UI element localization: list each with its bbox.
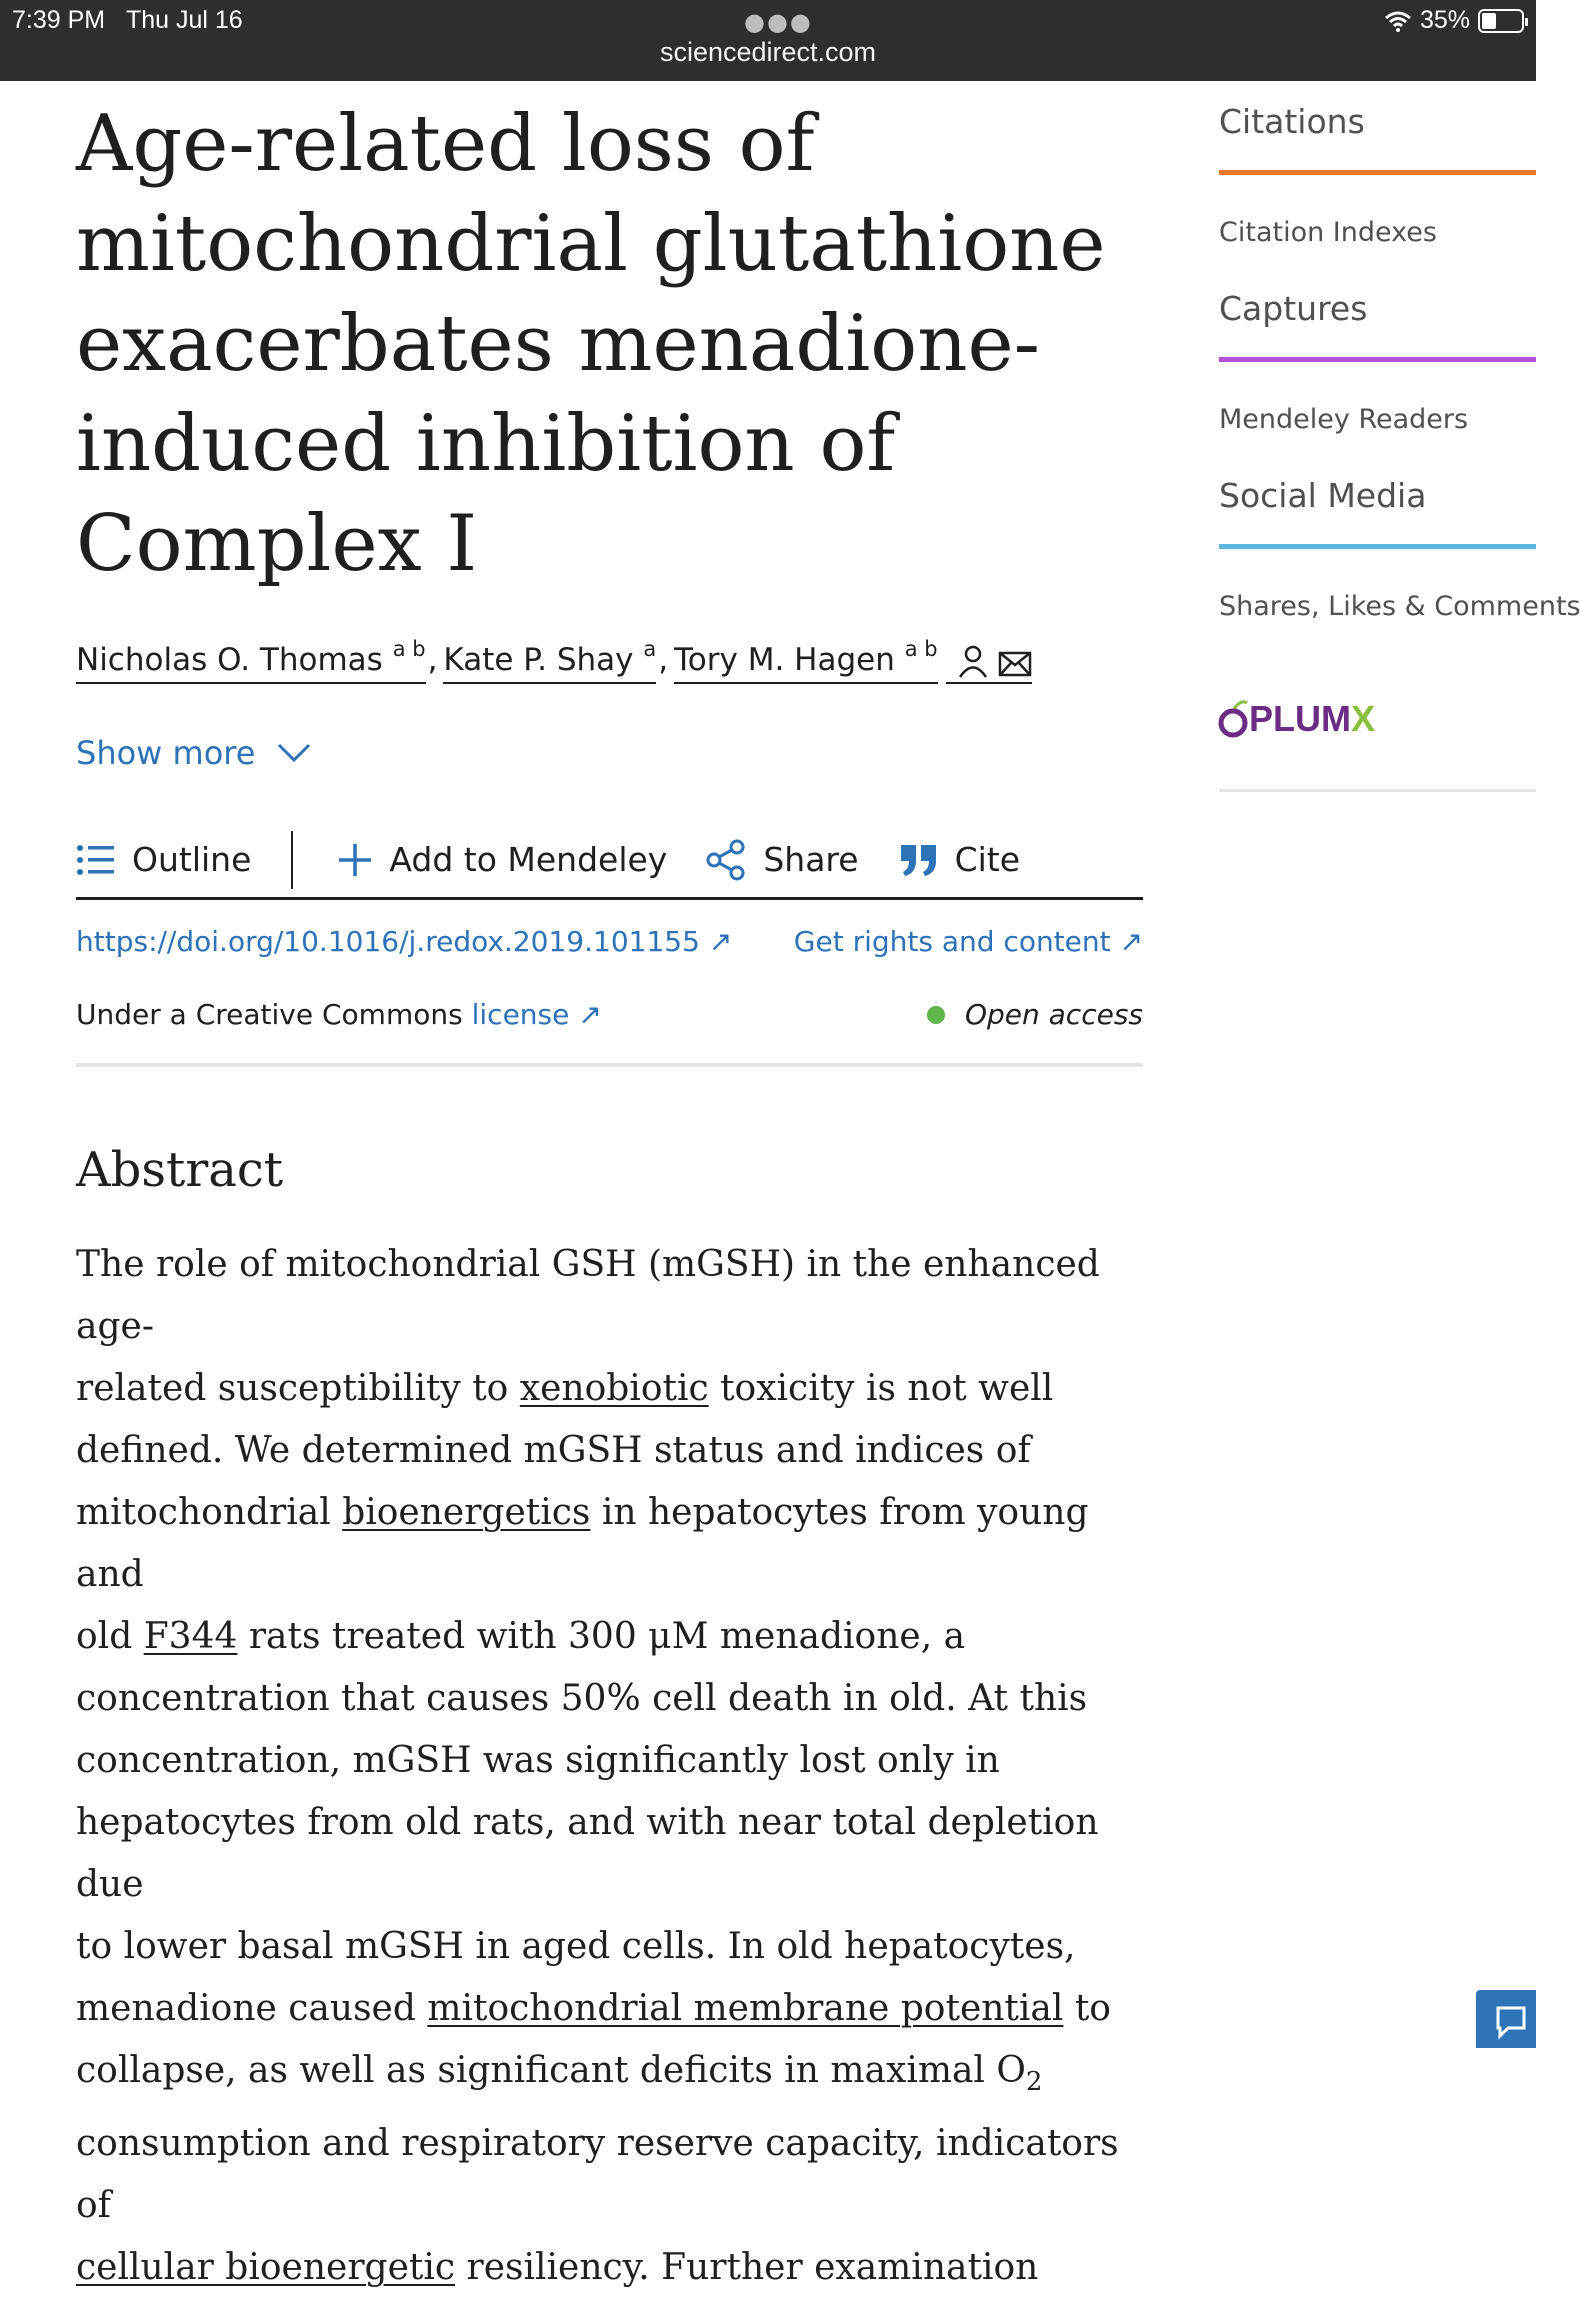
glossary-link-xenobiotic[interactable]: xenobiotic <box>519 1368 709 1409</box>
url-bar[interactable]: sciencedirect.com <box>659 37 877 67</box>
toolbar-divider <box>291 831 293 889</box>
section-divider <box>76 1063 1143 1067</box>
open-access-label: Open access <box>964 998 1143 1031</box>
metrics-shares[interactable]: Shares, Likes & Comments <box>1219 591 1581 622</box>
share-button[interactable] <box>705 830 858 890</box>
plumx-logo[interactable]: PLUM X <box>1219 698 1375 740</box>
chevron-down-icon <box>277 743 311 763</box>
list-icon <box>76 843 116 877</box>
plum-icon <box>1219 699 1249 739</box>
metrics-citations-heading: Citations <box>1219 102 1365 141</box>
battery-percent: 35% <box>1419 6 1470 34</box>
article-toolbar <box>76 822 1143 900</box>
chat-icon <box>1494 2004 1534 2044</box>
metrics-social-heading: Social Media <box>1219 476 1427 515</box>
plumx-metrics-panel <box>1219 84 1581 663</box>
author-contact[interactable] <box>946 644 1032 684</box>
author-link[interactable]: Kate P. Shay $^a$ <box>443 637 656 684</box>
open-access-dot-icon <box>927 1006 945 1024</box>
doi-link[interactable]: https://doi.org/10.1016/j.redox.2019.101155 ↗ <box>76 925 733 958</box>
show-more-button[interactable] <box>76 734 311 772</box>
status-time-text: 7:39 PM <box>12 6 106 34</box>
multitask-dots-icon[interactable]: ●●● <box>744 8 813 36</box>
person-icon <box>958 644 988 678</box>
plus-icon <box>337 842 373 878</box>
author-link[interactable]: Tory M. Hagen $^{a b}$ <box>674 637 937 684</box>
outline-label: Outline <box>132 840 252 879</box>
license-row <box>76 998 1143 1031</box>
author-link[interactable]: Nicholas O. Thomas $^{a b}$ <box>76 637 426 684</box>
article-title: Age-related loss of mitochondrial glutathione exacerbates menadione-induced inhibition of Complex I <box>76 99 1106 589</box>
metrics-mendeley-readers[interactable]: Mendeley Readers <box>1219 404 1469 435</box>
cite-label: Cite <box>954 840 1021 879</box>
doi-row <box>76 925 1143 958</box>
abstract-text: The role of mitochondrial GSH (mGSH) in the enhanced age- related susceptibility to xenobiotic toxicity is not well defined. We determined mGSH status and indices of mitochondrial bioenergetics in hepatocytes from young and old F344 rats treated with 300 μM menadione, a concentration that causes 50% cell death in old. At this concentration, mGSH was significantly lost only in hepatocytes from old rats, and with near total depletion due to lower basal mGSH in aged cells. In old hepatocytes, menadione caused mitochondrial membrane potential to collapse, as well as significant deficits in maximal $O_2$ consumption and respiratory reserve capacity, indicators of cellular bioenergetic resiliency. Further examination <box>76 1244 1119 2289</box>
quote-icon <box>899 843 939 877</box>
outline-button[interactable] <box>76 830 251 890</box>
rights-link[interactable]: Get rights and content ↗ <box>793 925 1143 958</box>
license-text: Under a Creative Commons license ↗ <box>76 998 602 1031</box>
glossary-link-bioenergetics[interactable]: bioenergetics <box>342 1492 591 1533</box>
browser-top-bar <box>0 0 1536 81</box>
share-icon <box>705 839 747 881</box>
show-more-label: Show more <box>76 734 256 772</box>
feedback-button[interactable] <box>1476 1990 1536 2048</box>
glossary-link-membrane-potential[interactable]: mitochondrial membrane potential <box>427 1988 1064 2029</box>
mendeley-label: Add to Mendeley <box>389 840 668 879</box>
metrics-divider <box>1219 789 1536 792</box>
author-list: Nicholas O. Thomas $^{a b}$ , Kate P. Shay $^a$ , Tory M. Hagen $^{a b}$ <box>76 632 1032 684</box>
glossary-link-f344[interactable]: F344 <box>143 1616 238 1657</box>
open-access-badge <box>927 998 1143 1031</box>
battery-icon <box>1478 9 1524 33</box>
glossary-link-cellular-bioenergetic[interactable]: cellular bioenergetic <box>76 2247 456 2289</box>
abstract-heading: Abstract <box>76 1142 284 1198</box>
status-date: Thu Jul 16 <box>125 6 243 34</box>
license-link[interactable]: license ↗ <box>471 998 602 1031</box>
mail-icon <box>998 650 1032 678</box>
status-right <box>1384 6 1524 35</box>
cite-button[interactable] <box>899 830 1020 890</box>
status-time <box>12 6 243 35</box>
add-to-mendeley-button[interactable] <box>337 830 667 890</box>
wifi-icon <box>1384 10 1412 32</box>
metrics-citation-indexes[interactable]: Citation Indexes <box>1219 217 1437 248</box>
metrics-captures-heading: Captures <box>1219 289 1368 328</box>
share-label: Share <box>763 840 859 879</box>
